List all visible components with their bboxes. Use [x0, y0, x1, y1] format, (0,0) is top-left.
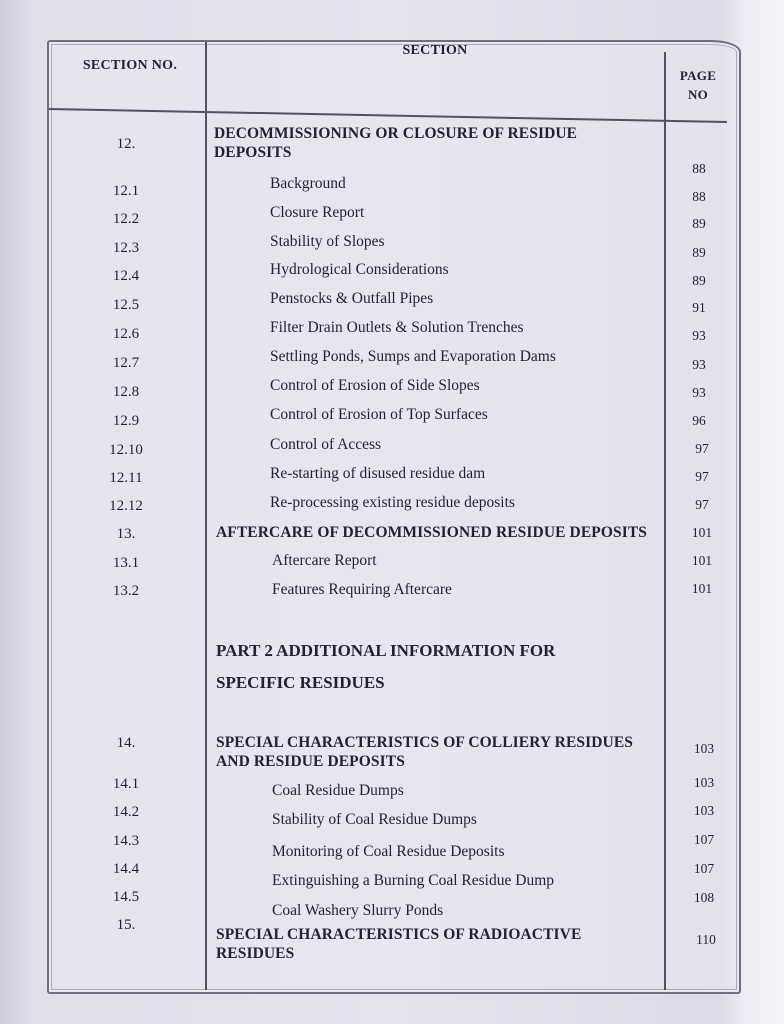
page-number: 103 [693, 741, 715, 756]
section-number: 14.2 [112, 804, 140, 820]
section-number: 14.1 [112, 776, 140, 792]
section-number: 12.5 [112, 297, 140, 313]
section-title-line: DECOMMISSIONING OR CLOSURE OF RESIDUE [214, 125, 578, 142]
section-number: 12.2 [112, 211, 140, 227]
section-number: 12.7 [112, 355, 140, 371]
header-page-line2: NO [687, 87, 709, 102]
page-number: 93 [692, 328, 706, 343]
section-number: 14.4 [112, 861, 140, 877]
section-number: 12.10 [109, 442, 143, 458]
section-title-line: SPECIAL CHARACTERISTICS OF COLLIERY RESIDUES [216, 734, 634, 751]
section-title: Stability of Coal Residue Dumps [272, 811, 477, 828]
section-number: 12. [116, 136, 136, 152]
page-number: 107 [693, 861, 715, 876]
section-number: 12.9 [112, 413, 140, 429]
page-number: 88 [692, 189, 706, 204]
section-title: Control of Access [270, 436, 382, 453]
column-divider [664, 52, 666, 990]
section-title: Closure Report [270, 204, 365, 221]
page-number: 88 [692, 161, 706, 176]
section-title-line: RESIDUES [216, 945, 295, 962]
page-number: 103 [693, 803, 715, 818]
section-title [214, 124, 577, 162]
section-number: 14.3 [112, 833, 140, 849]
page-number: 107 [693, 832, 715, 847]
section-title: Filter Drain Outlets & Solution Trenches [270, 319, 524, 336]
section-number: 14.5 [112, 889, 140, 905]
section-title: Control of Erosion of Side Slopes [270, 377, 480, 394]
section-title: Hydrological Considerations [270, 261, 449, 278]
section-number: 12.6 [112, 326, 140, 342]
page-number: 110 [696, 932, 716, 947]
section-number: 14. [116, 735, 136, 751]
page-number: 108 [693, 890, 715, 905]
section-title [216, 925, 581, 963]
section-title-line: DEPOSITS [214, 144, 292, 161]
section-number: 12.1 [112, 183, 140, 199]
header-section-no: SECTION NO. [82, 58, 178, 73]
page-number: 97 [695, 441, 709, 456]
section-title: Monitoring of Coal Residue Deposits [272, 843, 505, 860]
section-title: Stability of Slopes [270, 233, 385, 250]
page-number: 93 [692, 385, 706, 400]
page-number: 103 [693, 775, 715, 790]
section-title: Extinguishing a Burning Coal Residue Dump [272, 872, 554, 889]
section-title: Re-starting of disused residue dam [270, 465, 486, 482]
part-heading [216, 635, 555, 699]
section-number: 12.11 [109, 470, 143, 486]
section-number: 13.2 [112, 583, 140, 599]
section-number: 13.1 [112, 555, 140, 571]
section-number: 12.8 [112, 384, 140, 400]
section-title-line: AND RESIDUE DEPOSITS [216, 753, 405, 770]
page-number: 101 [691, 581, 713, 596]
section-title: Aftercare Report [272, 552, 377, 569]
page-number: 89 [692, 273, 706, 288]
page-number: 89 [692, 216, 706, 231]
section-title: Background [270, 175, 346, 192]
page-number: 97 [695, 469, 709, 484]
section-number: 13. [116, 526, 136, 542]
section-title: Penstocks & Outfall Pipes [270, 290, 434, 307]
part-heading-line: PART 2 ADDITIONAL INFORMATION FOR [216, 641, 556, 660]
section-title-line: SPECIAL CHARACTERISTICS OF RADIOACTIVE [216, 926, 582, 943]
section-title: Settling Ponds, Sumps and Evaporation Dams [270, 348, 556, 365]
page-number: 91 [692, 300, 706, 315]
section-title: Coal Washery Slurry Ponds [272, 902, 444, 919]
section-number: 12.4 [112, 268, 140, 284]
page-number: 96 [692, 413, 706, 428]
part-heading-line: SPECIFIC RESIDUES [216, 673, 385, 692]
header-page-no [676, 66, 720, 104]
page-number: 101 [691, 553, 713, 568]
section-title [216, 733, 633, 771]
section-title: Coal Residue Dumps [272, 782, 404, 799]
page-number: 93 [692, 357, 706, 372]
page-number: 97 [695, 497, 709, 512]
section-number: 15. [116, 917, 136, 933]
column-divider [205, 42, 207, 990]
page-number: 89 [692, 245, 706, 260]
section-title: AFTERCARE OF DECOMMISSIONED RESIDUE DEPOSITS [216, 524, 648, 541]
section-title: Re-processing existing residue deposits [270, 494, 515, 511]
section-number: 12.12 [109, 498, 143, 514]
header-page-line1: PAGE [679, 68, 717, 83]
section-title: Control of Erosion of Top Surfaces [270, 406, 488, 423]
page-number: 101 [691, 525, 713, 540]
section-number: 12.3 [112, 240, 140, 256]
section-title: Features Requiring Aftercare [272, 581, 452, 598]
header-section: SECTION [402, 43, 468, 58]
